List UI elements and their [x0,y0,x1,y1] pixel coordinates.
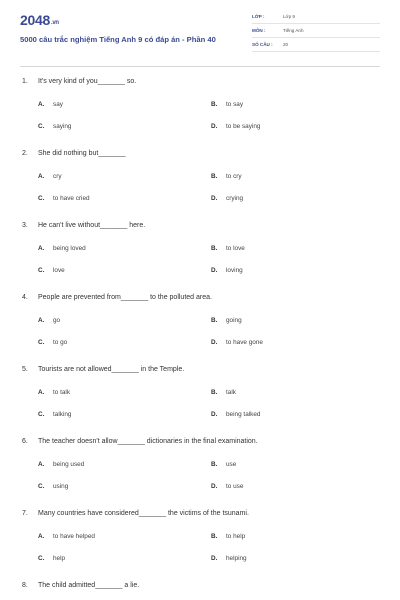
option-d[interactable] [211,555,247,562]
option-a[interactable] [38,173,62,180]
option-letter: A. [38,317,45,324]
option-letter: D. [211,411,218,418]
option-text: crying [226,195,244,202]
page-header [0,0,400,60]
meta-label: MÔN : [252,28,266,33]
question-text-line [22,150,126,157]
question-number: 2. [22,150,28,157]
option-d[interactable] [211,267,243,274]
question-text: He can't live without_______ here. [38,222,146,229]
option-text: to use [226,483,244,490]
option-letter: D. [211,195,218,202]
question-number: 6. [22,438,28,445]
option-letter: B. [211,317,218,324]
option-a[interactable] [38,317,60,324]
option-c[interactable] [38,195,90,202]
question-number: 8. [22,582,28,589]
option-d[interactable] [211,195,243,202]
question-text: People are prevented from_______ to the polluted area. [38,294,212,301]
option-d[interactable] [211,483,243,490]
question-item [0,510,400,582]
option-a[interactable] [38,461,84,468]
option-text: to talk [53,389,71,396]
document-title: 5000 câu trắc nghiệm Tiếng Anh 9 có đáp án - Phần 40 [20,35,216,44]
document-meta [252,12,380,54]
option-text: to love [226,245,245,252]
option-a[interactable] [38,533,95,540]
option-letter: C. [38,411,45,418]
option-letter: A. [38,533,45,540]
option-text: go [53,317,61,324]
option-letter: A. [38,389,45,396]
site-logo[interactable] [20,12,59,28]
option-c[interactable] [38,267,65,274]
option-b[interactable] [211,461,236,468]
option-c[interactable] [38,339,67,346]
option-text: using [53,483,69,490]
option-b[interactable] [211,101,243,108]
meta-row-class [252,12,380,24]
question-item [0,78,400,150]
option-letter: D. [211,483,218,490]
option-b[interactable] [211,389,236,396]
question-text-line [22,366,184,373]
option-c[interactable] [38,123,71,130]
question-item [0,582,400,600]
option-letter: D. [211,267,218,274]
option-letter: D. [211,123,218,130]
option-letter: A. [38,245,45,252]
option-letter: C. [38,483,45,490]
question-list [0,78,400,600]
option-letter: C. [38,123,45,130]
option-letter: B. [211,533,218,540]
option-a[interactable] [38,101,63,108]
option-letter: B. [211,389,218,396]
option-a[interactable] [38,245,86,252]
question-number: 7. [22,510,28,517]
option-text: to have helped [53,533,95,540]
option-c[interactable] [38,411,71,418]
question-text-line [22,510,249,517]
option-b[interactable] [211,533,245,540]
option-text: to help [226,533,246,540]
question-text: She did nothing but_______ [38,150,126,157]
meta-value: Lớp 9 [283,14,295,19]
question-text-line [22,78,136,85]
meta-row-subject [252,26,380,38]
question-text: The teacher doesn't allow_______ dictionaries in the final examination. [38,438,258,445]
header-divider [20,66,380,67]
option-text: cry [53,173,62,180]
meta-value: Tiếng Anh [283,28,304,33]
option-letter: A. [38,173,45,180]
option-letter: A. [38,461,45,468]
question-item [0,222,400,294]
question-text: It's very kind of you_______ so. [38,78,137,85]
option-d[interactable] [211,123,260,130]
option-text: to cry [226,173,242,180]
option-text: say [53,101,63,108]
option-letter: B. [211,173,218,180]
option-text: being loved [53,245,86,252]
option-text: to go [53,339,68,346]
option-text: use [226,461,237,468]
option-d[interactable] [211,339,263,346]
question-text-line [22,582,139,589]
option-text: being talked [226,411,261,418]
question-text: The child admitted_______ a lie. [38,582,140,589]
meta-label: SỐ CÂU : [252,42,273,47]
question-item [0,438,400,510]
option-c[interactable] [38,555,65,562]
option-b[interactable] [211,173,242,180]
option-letter: D. [211,339,218,346]
option-text: to be saying [226,123,261,130]
option-text: talking [53,411,72,418]
option-letter: B. [211,461,218,468]
meta-value: 20 [283,42,289,47]
option-text: going [226,317,242,324]
option-letter: B. [211,101,218,108]
question-number: 5. [22,366,28,373]
option-text: talk [226,389,236,396]
question-text-line [22,294,212,301]
option-text: love [53,267,65,274]
option-a[interactable] [38,389,70,396]
option-text: saying [53,123,72,130]
question-number: 4. [22,294,28,301]
logo-text: 2048 [20,12,50,28]
question-item [0,366,400,438]
option-letter: C. [38,555,45,562]
question-number: 3. [22,222,28,229]
option-text: loving [226,267,243,274]
option-text: being used [53,461,85,468]
option-text: helping [226,555,247,562]
option-letter: C. [38,195,45,202]
option-text: to have cried [53,195,90,202]
question-text-line [22,222,145,229]
question-text-line [22,438,258,445]
option-letter: A. [38,101,45,108]
option-letter: C. [38,339,45,346]
option-c[interactable] [38,483,68,490]
option-d[interactable] [211,411,260,418]
option-letter: C. [38,267,45,274]
option-letter: D. [211,555,218,562]
option-b[interactable] [211,245,245,252]
logo-suffix: .vn [50,20,59,26]
meta-row-count [252,40,380,52]
option-b[interactable] [211,317,242,324]
question-item [0,150,400,222]
question-text: Tourists are not allowed_______ in the Temple. [38,366,185,373]
question-text: Many countries have considered_______ the victims of the tsunami. [38,510,249,517]
question-item [0,294,400,366]
meta-label: LỚP : [252,14,265,19]
option-text: to say [226,101,244,108]
question-number: 1. [22,78,28,85]
option-text: to have gone [226,339,263,346]
option-text: help [53,555,66,562]
option-letter: B. [211,245,218,252]
